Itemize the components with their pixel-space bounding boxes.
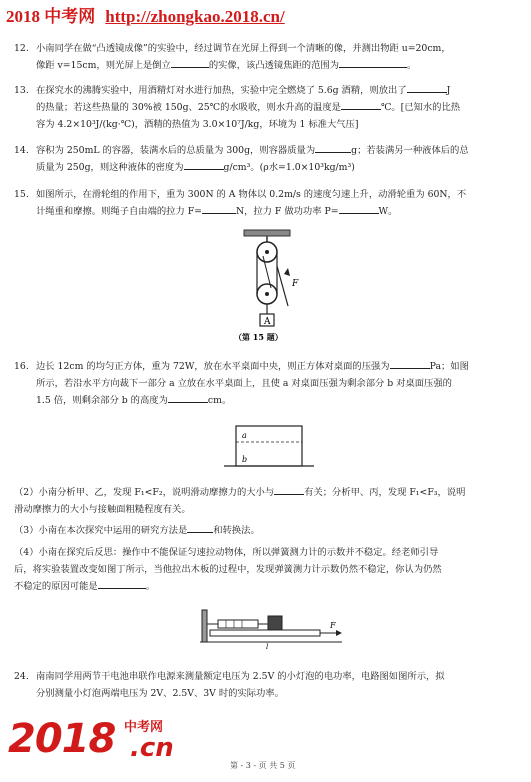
question-text: （3）小南在本次探究中运用的研究方法是 — [14, 525, 188, 536]
force-label: F — [330, 621, 336, 630]
question-text: 容为 4.2×10³J/(kg·℃)，酒精的热值为 3.0×10⁷J/kg，环境为 1 标准大气压] — [36, 119, 359, 130]
watermark-brand: 2018 中考网 — [6, 7, 96, 26]
ceiling-support — [244, 230, 290, 236]
question-text: 不稳定的原因可能是 — [14, 581, 98, 592]
force-arrow — [284, 268, 290, 276]
question-text: 质量为 250g，则这种液体的密度为 — [36, 162, 184, 173]
question-text: cm。 — [207, 395, 232, 406]
wall — [202, 610, 207, 642]
board-figure — [196, 604, 346, 650]
answer-blank[interactable] — [168, 392, 208, 403]
logo-zhongkaowang: 中考网 — [124, 720, 164, 735]
question-text: J — [446, 85, 451, 96]
question-part-4 — [14, 544, 514, 595]
part-a-label: a — [242, 431, 247, 440]
board — [210, 630, 320, 636]
question-text: 所示，若沿水平方向裁下一部分 a 立放在水平桌面上，且使 a 对桌面压强为剩余部分 b 对桌面压强的 — [36, 378, 452, 389]
question-number: 15. — [14, 189, 29, 200]
answer-blank[interactable] — [184, 159, 224, 170]
answer-blank[interactable] — [202, 203, 236, 214]
question-text: 。 — [407, 60, 417, 71]
answer-blank[interactable] — [98, 578, 146, 589]
answer-blank[interactable] — [187, 522, 213, 533]
question-text: ℃。[已知水的比热 — [380, 102, 461, 113]
question-text: （4）小南在探究后反思：操作中不能保证匀速拉动物体，所以弹簧测力计的示数并不稳定。经老师引导 — [14, 547, 439, 558]
answer-blank[interactable] — [274, 484, 304, 495]
watermark-url[interactable]: http://zhongkao.2018.cn/ — [105, 7, 285, 26]
answer-blank[interactable] — [341, 99, 381, 110]
question-text: 小南同学在做“凸透镜成像”的实验中，经过调节在光屏上得到一个清晰的像，并测出物距 u=20cm， — [36, 43, 451, 54]
spring-scale — [218, 620, 258, 628]
site-watermark — [6, 2, 285, 27]
question-12 — [14, 40, 514, 74]
figure-caption: （第 15 题） — [234, 332, 283, 342]
question-text: 边长 12cm 的均匀正方体，重为 72W，放在水平桌面中央，则正方体对桌面的压强为 — [36, 361, 390, 372]
question-13 — [14, 82, 514, 133]
question-text: N，拉力 F 做功功率 P= — [235, 206, 339, 217]
question-24 — [14, 668, 514, 702]
wooden-block — [268, 616, 282, 630]
answer-blank[interactable] — [339, 57, 407, 68]
axle — [265, 292, 269, 296]
question-number: 14. — [14, 145, 29, 156]
question-text: g/cm³。(ρ水=1.0×10³kg/m³) — [223, 162, 355, 173]
pull-arrowhead — [336, 630, 342, 636]
question-part-3 — [14, 522, 514, 539]
logo-2018: 2018 — [8, 716, 116, 762]
question-text: （2）小南分析甲、乙，发现 F₁<F₂，说明滑动摩擦力的大小与 — [14, 487, 275, 498]
question-text: 在探究水的沸腾实验中，用酒精灯对水进行加热，实验中完全燃烧了 5.6g 酒精，则放出了 — [36, 85, 407, 96]
question-text: 1.5 倍，则剩余部分 b 的高度为 — [36, 395, 168, 406]
question-text: 的实像，该凸透镜焦距的范围为 — [208, 60, 339, 71]
question-text: 。 — [145, 581, 155, 592]
question-text: Pa；如图 — [429, 361, 469, 372]
question-16 — [14, 358, 514, 409]
answer-blank[interactable] — [339, 203, 379, 214]
page-number: 第 - 3 - 页 共 5 页 — [230, 761, 296, 770]
question-text: W。 — [378, 206, 398, 217]
answer-blank[interactable] — [407, 82, 447, 93]
pulley-figure — [222, 226, 312, 344]
question-text: 像距 v=15cm，则光屏上是倒立 — [36, 60, 171, 71]
object-a-label: A — [264, 317, 271, 327]
question-number: 16. — [14, 361, 29, 372]
question-text: 和转换法。 — [213, 525, 260, 536]
question-text: 有关；分析甲、丙，发现 F₁<F₃，说明 — [304, 487, 466, 498]
question-text: 如图所示，在滑轮组的作用下，重为 300N 的 A 物体以 0.2m/s 的速度匀速上升，动滑轮重为 60N，不 — [36, 189, 467, 200]
question-text: 滑动摩擦力的大小与接触面粗糙程度有关。 — [14, 504, 191, 515]
part-b-label: b — [242, 455, 248, 464]
question-15 — [14, 186, 514, 220]
question-part-2 — [14, 484, 514, 518]
board-label: l — [266, 643, 269, 650]
question-text: 分别测量小灯泡两端电压为 2V、2.5V、3V 时的实际功率。 — [36, 688, 284, 699]
question-number: 12. — [14, 43, 29, 54]
question-number: 24. — [14, 671, 29, 682]
question-text: 容积为 250mL 的容器，装满水后的总质量为 300g，则容器质量为 — [36, 145, 316, 156]
answer-blank[interactable] — [171, 57, 209, 68]
question-text: 计绳重和摩擦。则绳子自由端的拉力 F= — [36, 206, 202, 217]
question-14 — [14, 142, 514, 176]
answer-blank[interactable] — [315, 142, 351, 153]
question-text: g；若装满另一种液体后的总 — [351, 145, 469, 156]
axle — [265, 250, 269, 254]
force-label: F — [292, 279, 299, 289]
question-text: 后，将实验装置改变如图丁所示，当他拉出木板的过程中，发现弹簧测力计示数仍然不稳定，你认为仍然 — [14, 564, 442, 575]
question-number: 13. — [14, 85, 29, 96]
answer-blank[interactable] — [390, 358, 430, 369]
logo-dotcn: .cn — [130, 733, 174, 763]
question-text: 南南同学用两节干电池串联作电源来测量额定电压为 2.5V 的小灯泡的电功率，电路图如图所示，拟 — [36, 671, 445, 682]
question-text: 的热量；若这些热量的 30%被 150g、25℃的水吸收，则水升高的温度是 — [36, 102, 341, 113]
cube-figure — [224, 420, 314, 472]
